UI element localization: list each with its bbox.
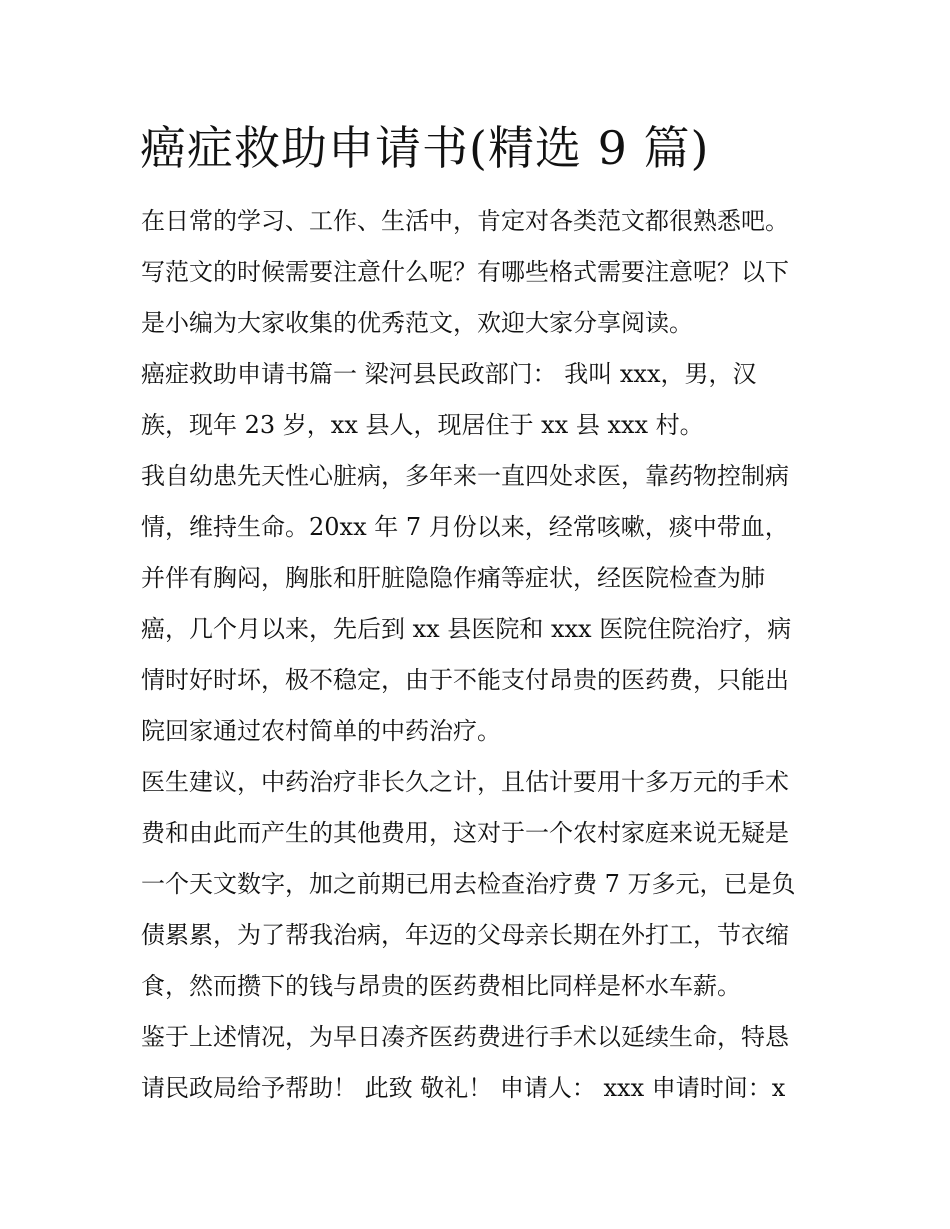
document-title: 癌症救助申请书(精选 9 篇) bbox=[140, 121, 710, 175]
body-line: 食，然而攒下的钱与昂贵的医药费相比同样是杯水车薪。 bbox=[141, 972, 741, 1000]
body-line: 癌症救助申请书篇一 梁河县民政部门： 我叫 xxx，男，汉 bbox=[141, 360, 757, 388]
body-line: 我自幼患先天性心脏病，多年来一直四处求医，靠药物控制病 bbox=[141, 462, 789, 490]
body-line: 鉴于上述情况，为早日凑齐医药费进行手术以延续生命，特恳 bbox=[141, 1023, 789, 1051]
body-line: 一个天文数字，加之前期已用去检查治疗费 7 万多元，已是负 bbox=[141, 870, 796, 898]
body-line: 族，现年 23 岁，xx 县人，现居住于 xx 县 xxx 村。 bbox=[141, 411, 704, 439]
body-line: 情时好时坏，极不稳定，由于不能支付昂贵的医药费，只能出 bbox=[141, 666, 789, 694]
body-line: 在日常的学习、工作、生活中，肯定对各类范文都很熟悉吧。 bbox=[141, 207, 789, 235]
body-line: 并伴有胸闷，胸胀和肝脏隐隐作痛等症状，经医院检查为肺 bbox=[141, 564, 765, 592]
body-line: 是小编为大家收集的优秀范文，欢迎大家分享阅读。 bbox=[141, 309, 693, 337]
body-line: 写范文的时候需要注意什么呢？有哪些格式需要注意呢？以下 bbox=[141, 258, 789, 286]
body-line: 请民政局给予帮助！ 此致 敬礼！ 申请人： xxx 申请时间：x bbox=[141, 1074, 786, 1102]
body-line: 费和由此而产生的其他费用，这对于一个农村家庭来说无疑是 bbox=[141, 819, 789, 847]
body-line: 癌，几个月以来，先后到 xx 县医院和 xxx 医院住院治疗，病 bbox=[141, 615, 792, 643]
body-line: 院回家通过农村简单的中药治疗。 bbox=[141, 717, 501, 745]
body-line: 医生建议，中药治疗非长久之计，且估计要用十多万元的手术 bbox=[141, 768, 789, 796]
body-line: 情，维持生命。20xx 年 7 月份以来，经常咳嗽，痰中带血， bbox=[141, 513, 789, 541]
body-line: 债累累，为了帮我治病，年迈的父母亲长期在外打工，节衣缩 bbox=[141, 921, 789, 949]
